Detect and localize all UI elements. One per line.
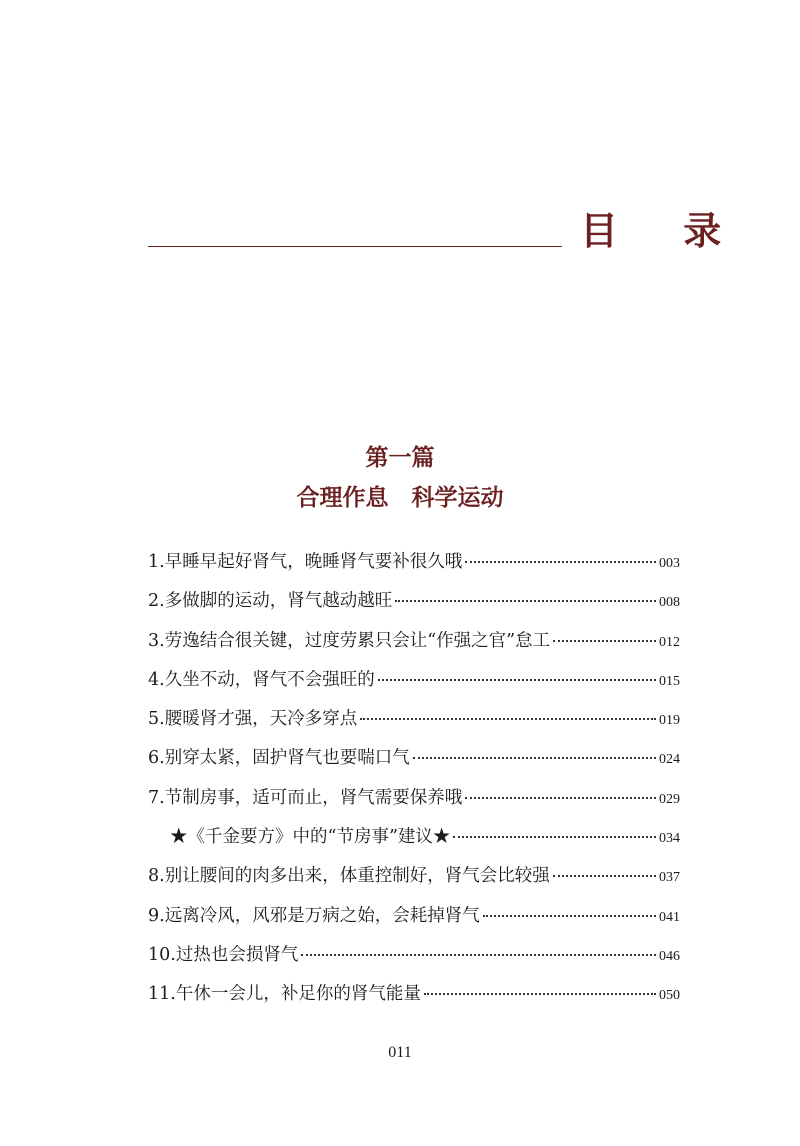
part-label: 第一篇	[365, 444, 435, 471]
entry-number: 11.	[148, 984, 176, 1005]
toc-list	[148, 548, 680, 1020]
toc-entry[interactable]	[148, 862, 680, 901]
entry-number: 3.	[148, 630, 165, 651]
entry-page-number: 019	[659, 713, 680, 729]
toc-entry[interactable]	[148, 548, 680, 587]
entry-title: 多做脚的运动，肾气越动越旺	[164, 591, 393, 612]
toc-entry[interactable]	[148, 587, 680, 626]
entry-number: 9.	[148, 905, 165, 926]
dot-leader	[301, 953, 656, 956]
toc-title: 目 录	[580, 208, 748, 253]
dot-leader	[465, 796, 656, 799]
toc-entry[interactable]	[148, 902, 680, 941]
entry-title: 节制房事，适可而止，肾气需要保养哦	[164, 787, 463, 808]
page-number: 011	[388, 1044, 412, 1061]
entry-page-number: 046	[659, 948, 680, 964]
dot-leader	[378, 678, 656, 681]
entry-page-number: 024	[659, 752, 680, 768]
dot-leader	[424, 992, 656, 995]
entry-page-number: 037	[659, 870, 680, 886]
dot-leader	[413, 756, 656, 759]
entry-title: 腰暖肾才强，天冷多穿点	[164, 709, 358, 730]
toc-entry[interactable]	[148, 744, 680, 783]
toc-entry[interactable]	[148, 627, 680, 666]
dot-leader	[453, 835, 656, 838]
entry-number: 2.	[148, 591, 165, 612]
entry-page-number: 034	[659, 831, 680, 847]
entry-number: 6.	[148, 748, 165, 769]
entry-page-number: 041	[659, 909, 680, 925]
dot-leader	[395, 599, 656, 602]
entry-title: 远离冷风，风邪是万病之始，会耗掉肾气	[164, 905, 480, 926]
entry-page-number: 003	[659, 556, 680, 571]
entry-title: 别让腰间的肉多出来，体重控制好，肾气会比较强	[164, 866, 550, 887]
entry-page-number: 015	[659, 673, 680, 689]
dot-leader	[360, 717, 656, 720]
dot-leader	[553, 874, 656, 877]
entry-number: 4.	[148, 669, 165, 690]
entry-page-number: 029	[659, 791, 680, 807]
entry-number: 10.	[148, 944, 176, 965]
entry-number: 1.	[148, 552, 165, 572]
entry-title: 过热也会损肾气	[175, 944, 299, 965]
entry-number: 7.	[148, 787, 165, 808]
part-title: 合理作息 科学运动	[296, 484, 504, 511]
toc-entry[interactable]	[148, 980, 680, 1019]
entry-number: 8.	[148, 866, 165, 887]
entry-title: 午休一会儿，补足你的肾气能量	[175, 984, 421, 1005]
dot-leader	[465, 560, 656, 563]
entry-title: 久坐不动，肾气不会强旺的	[164, 669, 375, 690]
dot-leader	[553, 639, 656, 642]
entry-page-number: 050	[659, 988, 680, 1004]
toc-entry[interactable]	[148, 784, 680, 823]
dot-leader	[483, 914, 656, 917]
toc-subentry[interactable]	[148, 823, 680, 862]
entry-title: 劳逸结合很关键，过度劳累只会让“作强之官”怠工	[164, 630, 551, 651]
entry-number: 5.	[148, 709, 165, 730]
entry-page-number: 008	[659, 595, 680, 611]
entry-title: 早睡早起好肾气，晚睡肾气要补很久哦	[164, 552, 463, 572]
entry-title: 别穿太紧，固护肾气也要喘口气	[164, 748, 410, 769]
toc-entry[interactable]	[148, 705, 680, 744]
toc-entry[interactable]	[148, 666, 680, 705]
entry-title: ★《千金要方》中的“节房事”建议★	[170, 827, 451, 848]
entry-page-number: 012	[659, 634, 680, 650]
header-rule	[148, 246, 562, 247]
toc-entry[interactable]	[148, 941, 680, 980]
